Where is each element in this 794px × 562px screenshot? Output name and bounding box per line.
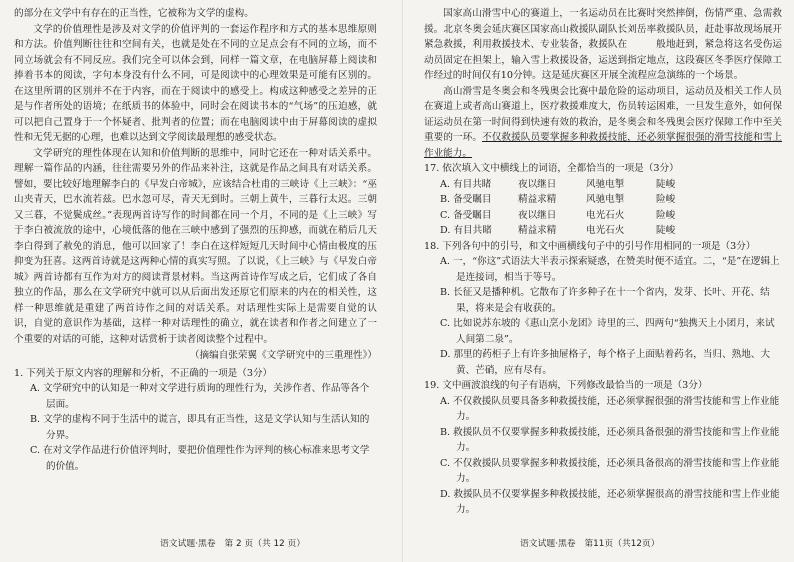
left-paragraph-3: 文学研究的理性体现在认知和价值判断的思维中，同时它还在一种对话关系中。理解一篇作品的内涵，往往需要另外的作品来补注，这就是作品之间具有对话关系。譬如，要比较好地理解李白的《早发白帝城》，应该结合杜甫的三峡诗《上三峡》：“巫山夹青天，巴水流若兹。巴水忽可尽，青天无到时。三朝上黄牛，三暮行太迟。三朝又三暮，不觉鬓成丝。”表现两首诗写作的时间都在同一个月，不同的是《上三峡》写于李白被流放的途中，心境低落的他在三峡中感到了强烈的压抑感，而就在稍后几天李白得到了赦免的消息，他可以回家了！李白在这样短短几天时间中心情由极度的压抑变为狂喜。这两首诗就是这两种心情的真实写照。了以说，《上三峡》与《早发白帝城》两首诗都有互作为对方的阅读背景材料。当这两首诗作写成之后，它们成了各自独立的作品，那么在文学研究中就可以从后面出发还原它们原来的内在的相关性，这样一种思维就是重建了两首诗作之间的对话关系。对话理性实际上是需要自觉的认识，自觉的意识作为基础，这样一种对话理性的确立，就在读者和作者之间建立了一个重要的对话的可能，这种对话赏析于读者阅读整个过程中。: [14, 147, 377, 345]
question-17-option-a[interactable]: [440, 177, 782, 193]
question-17-option-b[interactable]: [440, 192, 782, 208]
question-1-option-a[interactable]: A. 文学研究中的认知是一种对文学进行质询的理性行为，关涉作者、作品等各个层面。: [30, 383, 370, 410]
right-passage-text: 高山滑雪是冬奥会和冬残奥会比赛中最危险的运动项目，运动员及相关工作人员在赛道上或者高山赛道上，医疗救援难度大，伤员转运困难，一旦发生意外，如何保证运动员在第一时间得到快速有效的救治，是冬奥会和冬残奥会医疗保障工作中至关重要的一环。: [424, 85, 782, 143]
source-citation: （摘编自张荣翼《文学研究中的三重理性》）: [189, 350, 377, 361]
q17-c-word-4: 险峻: [656, 209, 676, 221]
question-18: [424, 239, 782, 379]
page-fold-divider: [402, 0, 403, 562]
question-19-option-c[interactable]: C. 不仅救援队员要掌握多种救援技能，还必须具备很高的滑雪技能和雪上作业能力。: [440, 457, 780, 484]
question-17-stem: 17. 依次填入文中横线上的词语，全都恰当的一项是（3分）: [424, 163, 679, 174]
right-passage-paragraph-1: 国家高山滑雪中心的赛道上，一名运动员在比赛时突然摔倒，伤情严重、急需救援。北京冬奥会延庆赛区国家高山救援队副队长刘岳率救援队员，赶赴事故现场展开紧急救援，利用救援技术、专业装备，救援队在 般地赶到，紧急将这名受伤运动员固定在担架上，输入雪上救援设备，运送到指定地点，这段赛区冬季医疗保障工作经过的时间仅有10分钟。这是延庆赛区开展全流程应急演练的一个场景。: [424, 8, 782, 81]
question-18-option-a[interactable]: A. 一，“你这”式语法大半表示探索疑惑，在赞美时便不适宜。二，“是”在逻辑上是连接词，相当于等号。: [440, 256, 780, 283]
q17-d-word-4: 陡峻: [656, 225, 676, 236]
question-18-option-b[interactable]: B. 长征又是播种机。它散布了许多种子在十一个省内，发芽、长叶、开花、结果，将来是会有收获的。: [440, 287, 770, 314]
q17-b-word-2: 精益求精: [518, 194, 557, 205]
right-passage-paragraph-2: [424, 84, 782, 162]
question-18-stem: 18. 下列各句中的引号，和文中画横线句子中的引号作用相同的一项是（3分）: [424, 240, 756, 252]
question-19-stem: 19. 文中画波浪线的句子有语病，下列修改最恰当的一项是（3分）: [424, 380, 708, 391]
right-page-footer: 语文试题·黑卷 第11页（共12页）: [520, 539, 660, 549]
question-18-option-d[interactable]: D. 那里的药柜子上有许多抽屉格子，每个格子上面贴着药名，当归、熟地、大黄、芒硝，应有尽有。: [440, 349, 771, 376]
wavy-underlined-sentence: 不仅救援队员要掌握多种救援技能，还必须掌握很强的滑雪技能和雪上作业能力。: [424, 132, 783, 159]
left-paragraph-1: 的部分在文学中有存在的正当性，它被称为文学的虚构。: [14, 8, 254, 19]
left-page: [14, 6, 377, 474]
left-paragraph-2: 文学的价值理性是涉及对文学的价值评判的一套运作程序和方式的基本思维原则和方法。价值判断往往和空间有关，也就是处在不同的立足点会有不同的立场，而不同立场就会有不同反应。我们完全可以体会到，同样一篇文章，在电脑屏幕上阅读和捧着书本的阅读，字句本身没有什么不同，可是阅读中的心理效果是可能有区别的。在这里所谓的区别并不在于内容，而在于阅读中的感受上。构成这种感受之差异的正是与作者所处的语境；在纸质书的体验中，同时会在阅读书本的“气场”的压迫感，就可以把自己置身于一个怀疑者、批判者的位置；而在电脑阅读中由于屏幕阅读的虚拟性和无凭无据的心理，也难以达到文学阅读最理想的感受状态。: [14, 23, 377, 143]
q17-c-word-1: C. 备受瞩目: [440, 209, 492, 221]
q17-d-word-2: 精益求精: [518, 225, 557, 236]
q17-a-word-4: 陡峻: [656, 178, 676, 190]
q17-d-word-3: 电光石火: [586, 225, 625, 236]
q17-b-word-3: 风驰电掣: [586, 194, 625, 205]
q17-d-word-1: D. 有目共睹: [440, 225, 492, 236]
q17-a-word-2: 夜以继日: [518, 178, 557, 190]
question-1: [14, 366, 377, 475]
question-18-option-c[interactable]: C. 比如说苏东坡的《惠山烹小龙团》诗里的三、四两句“独携天上小团月，来试人间第二泉”。: [440, 318, 775, 345]
q17-c-word-3: 电光石火: [586, 209, 625, 221]
question-1-option-b[interactable]: B. 文学的虚构不同于生活中的谎言，即具有正当性，这是文学认知与生活认知的分界。: [30, 414, 370, 441]
q17-a-word-3: 风驰电掣: [586, 178, 625, 190]
q17-a-word-1: A. 有目共睹: [440, 178, 492, 190]
left-page-footer: 语文试题·黑卷 第 2 页（共 12 页）: [160, 539, 306, 549]
question-17-option-d[interactable]: [440, 223, 782, 239]
question-19-option-b[interactable]: B. 救援队员不仅要掌握多种救援技能，还必须具备很强的滑雪技能和雪上作业能力。: [440, 426, 780, 453]
right-page: [424, 6, 782, 518]
question-19: [424, 378, 782, 518]
question-19-option-a[interactable]: A. 不仅救援队员要具备多种救援技能，还必须掌握很强的滑雪技能和雪上作业能力。: [440, 395, 780, 422]
q17-c-word-2: 夜以继日: [518, 209, 557, 221]
question-17-option-c[interactable]: [440, 208, 782, 224]
question-1-option-c[interactable]: C. 在对文学作品进行价值评判时，要把价值理性作为评判的核心标准来思考文学的价值。: [30, 445, 370, 472]
q17-b-word-4: 险峻: [656, 194, 676, 205]
question-17: [424, 161, 782, 239]
q17-b-word-1: B. 备受瞩目: [440, 194, 492, 205]
question-1-stem: 1. 下列关于原文内容的理解和分析，不正确的一项是（3分）: [14, 367, 273, 379]
question-19-option-d[interactable]: D. 救援队员不仅要掌握多种救援技能，还必须掌握很高的滑雪技能和雪上作业能力。: [440, 488, 780, 515]
